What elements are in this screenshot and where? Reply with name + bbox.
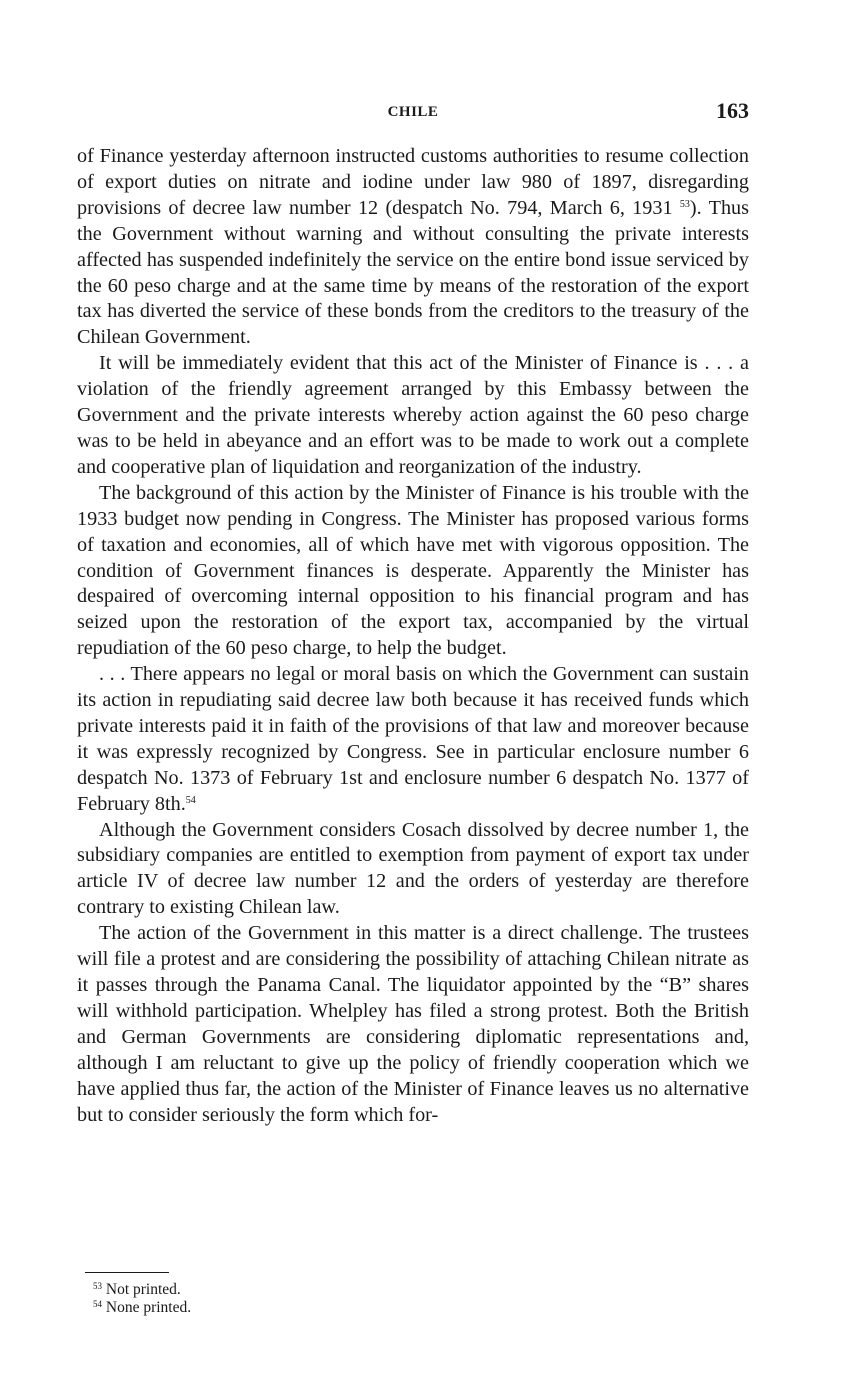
body-text <box>77 144 749 1128</box>
footnote <box>93 1281 493 1299</box>
paragraph-text: The background of this action by the Minister of Finance is his trouble with the 1933 budget now pending in Congress. The Minister has proposed various forms of taxation and economies, all of which have met with vigorous opposition. The condition of Government finances is desperate. Apparently the Minister has despaired of overcoming internal opposition to his financial program and has seized upon the restoration of the export tax, accompanied by the virtual repudiation of the 60 peso charge, to help the budget. <box>77 481 749 660</box>
paragraph-text: ). Thus the Government without warning and without consulting the private interests affected has suspended indefinitely the service on the entire bond issue serviced by the 60 peso charge and at the same time by means of the restoration of the export tax has diverted the service of these bonds from the creditors to the treasury of the Chilean Government. <box>77 196 749 349</box>
running-head: CHILE <box>387 104 439 120</box>
footnote-divider <box>85 1272 169 1273</box>
page <box>77 96 749 1128</box>
paragraph <box>77 481 749 662</box>
footnote-text: None printed. <box>105 1299 192 1316</box>
paragraph <box>77 662 749 817</box>
footnote-reference: 54 <box>185 794 196 806</box>
paragraph-text: . . . There appears no legal or moral basis on which the Government can sustain its action in repudiating said decree law both because it has received funds which private interests paid it in faith of the provisions of that law and moreover because it was expressly recognized by Congress. See in particular enclosure number 6 despatch No. 1373 of February 1st and enclosure number 6 despatch No. 1377 of February 8th. <box>77 663 749 815</box>
footnote-marker: 54 <box>93 1299 102 1309</box>
paragraph-text: It will be immediately evident that this act of the Minister of Finance is . . . a violation of the friendly agreement arranged by this Embassy between the Government and the private interests whereby action against the 60 peso charge was to be held in abeyance and an effort was to be made to work out a complete and cooperative plan of liquidation and reorganization of the industry. <box>77 352 749 478</box>
paragraph-text: Although the Government considers Cosach dissolved by decree number 1, the subsidiary companies are entitled to exemption from payment of export tax under article IV of decree law number 12 and the orders of yesterday are therefore contrary to existing Chilean law. <box>77 818 749 919</box>
footnote <box>93 1299 493 1317</box>
footnote-marker: 53 <box>93 1281 102 1291</box>
footnotes <box>93 1281 493 1317</box>
paragraph-text: The action of the Government in this matter is a direct challenge. The trustees will file a protest and are considering the possibility of attaching Chilean nitrate as it passes through the Panama Canal. The liquidator appointed by the “B” shares will withhold participation. Whelpley has filed a strong protest. Both the British and German Governments are considering diplomatic representations and, although I am reluctant to give up the policy of friendly cooperation which we have applied thus far, the action of the Minister of Finance leaves us no alternative but to consider seriously the form which for- <box>77 922 749 1126</box>
paragraph <box>77 351 749 481</box>
page-number: 163 <box>716 98 749 123</box>
footnote-reference: 53 <box>679 198 690 210</box>
paragraph-text: of Finance yesterday afternoon instructed customs authorities to resume collection of export duties on nitrate and iodine under law 980 of 1897, disregarding provisions of decree law number 12 (despatch No. 794, March 6, 1931 <box>77 145 749 219</box>
footnote-text: Not printed. <box>105 1281 181 1298</box>
paragraph <box>77 144 749 351</box>
paragraph <box>77 921 749 1128</box>
paragraph <box>77 818 749 922</box>
page-header <box>77 96 749 132</box>
